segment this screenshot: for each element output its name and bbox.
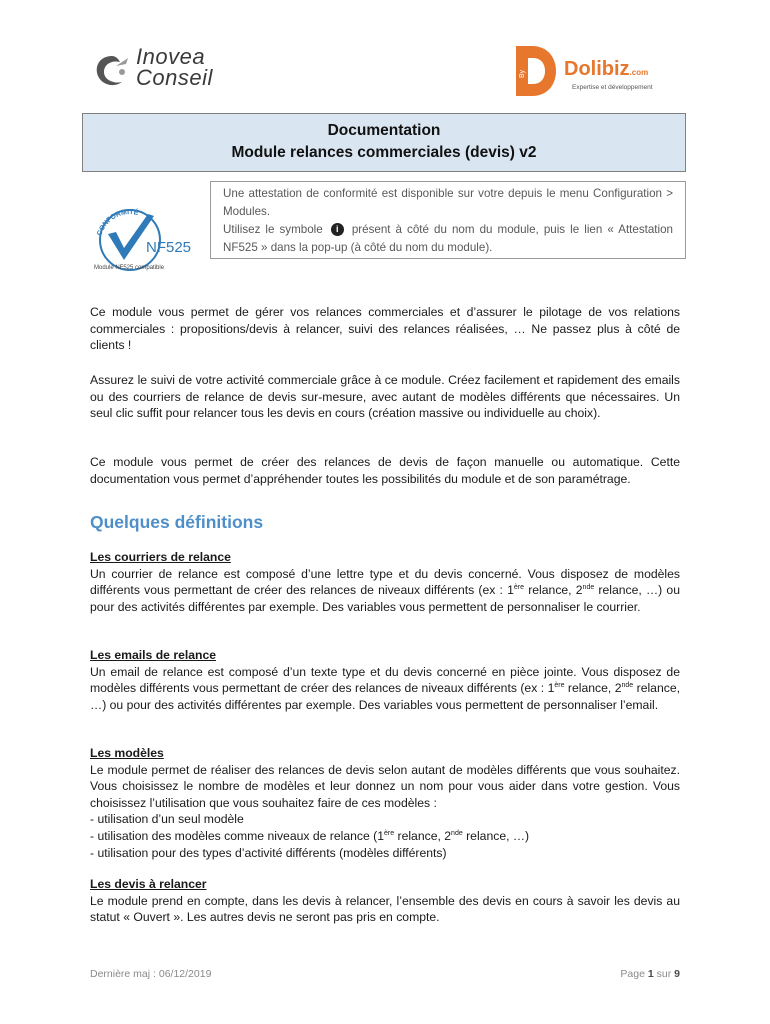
dolibiz-d-icon: [512, 44, 558, 98]
emails-text-a: Un email de relance est composé d’un texte type et du devis concerné en pièce jointe. Vous disposez de modèles différents vous permettant de créer des relances de niveaux différents (ex : 1: [90, 664, 680, 696]
intro-p3: Ce module vous permet de créer des relances de devis de façon manuelle ou automatique. Cette documentation vous permet d’appréhender toutes les possibilités du module et de son paramétrage.: [90, 455, 680, 486]
courriers-sup2: nde: [582, 584, 595, 592]
emails-sup1: ère: [554, 682, 565, 690]
svg-text:CONFORMITÉ: [96, 207, 139, 237]
badge-ring-text: CONFORMITÉ: [96, 208, 139, 237]
badge-caption: Module NF525 compatible: [94, 265, 165, 271]
inovea-wordmark: [136, 46, 213, 88]
courriers-text-c: relance, …) ou pour des activités différentes par exemple. Des variables vous permettent de personnaliser le courrier.: [90, 583, 680, 614]
courriers-sup1: ère: [513, 584, 525, 592]
modeles-item1: - utilisation d’un seul modèle: [90, 812, 244, 827]
inovea-line2: Conseil: [136, 65, 213, 90]
intro-p2-block: [90, 372, 680, 422]
dolibiz-name: Dolibiz: [564, 58, 630, 80]
modeles-item2-b: relance, 2: [394, 828, 452, 843]
devis-text: Le module prend en compte, dans les devis à relancer, l’ensemble des devis en cours à savoir les devis au statut « Ouvert ». Les autres devis ne seront pas pris en compte.: [90, 893, 680, 925]
footer-of: sur: [656, 968, 672, 980]
section-emails: [90, 647, 680, 713]
inovea-swirl-icon: [92, 52, 132, 90]
modeles-item2-a: - utilisation des modèles comme niveaux de relance (1: [90, 828, 384, 843]
courriers-text-b: relance, 2: [524, 583, 583, 598]
footer-updated: Dernière maj : 06/12/2019: [90, 968, 212, 980]
emails-text-b: relance, 2: [564, 681, 622, 696]
footer-pagination: [620, 968, 680, 980]
dolibiz-logo: [512, 44, 682, 100]
modeles-item2-sup1: ère: [384, 829, 395, 837]
intro-p2: Assurez le suivi de votre activité commerciale grâce à ce module. Créez facilement et rapidement des emails ou des courriers de relance de devis sur-mesure, avec autant de modèles différents que nécessaires. Un seul clic suffit pour relancer tous les devis en cours (création massive ou individuelle au choix).: [90, 373, 680, 421]
attestation-box: [210, 181, 686, 259]
attestation-line2-after: présent à côté du nom du module, puis le lien « Attestation NF525 » dans la pop-up (à côté du nom du module).: [223, 223, 673, 254]
modeles-item2-sup2: nde: [451, 829, 463, 837]
modeles-item3: - utilisation pour des types d’activité différents (modèles différents): [90, 845, 447, 860]
dolibiz-by-text: By: [519, 69, 526, 78]
intro-p3-block: [90, 454, 680, 487]
section-modeles: [90, 745, 680, 861]
title-line2: Module relances commerciales (devis) v2: [231, 144, 537, 161]
attestation-line2-before: Utilisez le symbole: [223, 223, 323, 236]
modeles-text: Le module permet de réaliser des relances de devis selon autant de modèles différents que vous souhaitez. Vous choisissez le nombre de modèles et leur donnez un nom pour vous aider dans votre gestion. Vous choisissez l’utilisation que vous souhaitez faire de ces modèles :: [90, 762, 680, 810]
title-box: [82, 113, 686, 172]
dolibiz-tagline: Expertise et développement: [572, 84, 653, 91]
footer-page-label: Page: [620, 968, 645, 980]
modeles-title: Les modèles: [90, 746, 164, 760]
footer-page-total: 9: [674, 968, 680, 980]
attestation-line2: [223, 221, 673, 257]
dolibiz-wordmark: [564, 58, 648, 81]
modeles-item2-c: relance, …): [462, 828, 530, 843]
devis-title: Les devis à relancer: [90, 877, 207, 891]
inovea-line1: Inovea: [136, 44, 206, 69]
title-line1: Documentation: [327, 122, 441, 139]
section-courriers: [90, 549, 680, 615]
emails-text: [90, 664, 680, 714]
emails-sup2: nde: [621, 682, 634, 690]
intro-p1-block: [90, 304, 680, 354]
dolibiz-domain: .com: [629, 68, 649, 77]
section-devis: [90, 876, 680, 926]
footer-page-number: 1: [647, 968, 654, 980]
definitions-heading: Quelques définitions: [90, 512, 264, 532]
info-icon: i: [331, 223, 344, 236]
emails-text-c: relance, …) ou pour des activités différentes par exemple. Des variables vous permettent de personnaliser l’email.: [90, 681, 680, 712]
modeles-item2: [90, 828, 680, 845]
badge-label: NF525: [146, 239, 192, 256]
courriers-text-a: Un courrier de relance est composé d’une lettre type et du devis concerné. Vous disposez de modèles différents vous permettant de créer des relances de niveaux différents (ex : 1: [90, 566, 680, 598]
attestation-line1: Une attestation de conformité est disponible sur votre depuis le menu Configuration > Modules.: [223, 187, 673, 218]
inovea-logo: [92, 46, 252, 94]
intro-p1: Ce module vous permet de gérer vos relances commerciales et d’assurer le pilotage de vos relations commerciales : propositions/devis à relancer, suivi des relances réalisées, … Ne passez plus à côté de clients !: [90, 305, 680, 353]
courriers-text: [90, 566, 680, 616]
courriers-title: Les courriers de relance: [90, 550, 231, 564]
emails-title: Les emails de relance: [90, 648, 217, 662]
